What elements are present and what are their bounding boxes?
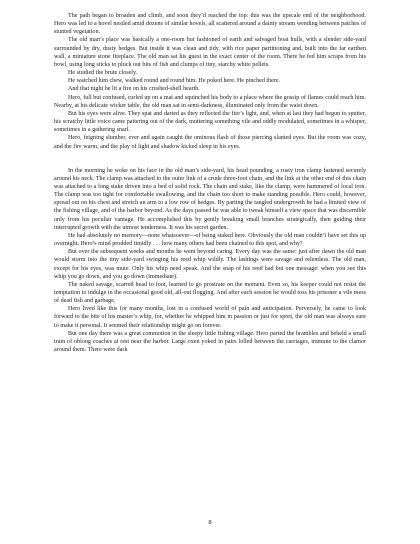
paragraph: The naked savage, scarred head to foot, learned to go prostrate on the moment. Even so, his keeper could not resist the temptation to indulge in the occasional good old, all-out flogging. And after each session he would toss his prisoner a vile mess of dead fish and garbage. [54, 281, 366, 305]
paragraph: He watched him chew, walked round and round him. He poked here. He pinched there. [68, 78, 281, 85]
paragraph: Hero lived like this for many months, lost in a confused world of pain and anticipation. Perversely, he came to look forward to the bite of his master’s whip, for, whether he whipped him in passion or just for sport, the old man was always sure to make it personal. It seemed their relationship might go on forever. [54, 306, 366, 329]
section-two [54, 167, 366, 355]
paragraph: The old man’s place was basically a one-room hut fashioned of earth and salvaged boat hulls, with a slender side-yard surrounded by dry, dusty hedges. But inside it was clean and tidy, with rice paper partitioning and, built into the far earthen wall, a miniature stone fireplace. The old man sat his guest in the exact center of the room. There he fed him scraps from his bowl, using long sticks to pluck out bits of fish and clumps of tiny, starchy white pellets. [54, 37, 366, 68]
paragraph: But one day there was a great commotion in the sleepy little fishing village. Hero parted the brambles and beheld a small train of oblong coaches at rest near the harbor. Large oxen yoked in pairs lolled between the carriages, immune to the clamor around them. There were dark [54, 330, 366, 354]
paragraph: But his eyes were alive. They spat and darted as they reflected the fire’s light, and, when at last they had begun to sputter, his scratchy little voice came pattering out of the dark, muttering something vile and oddly modulated, sometimes in a whisper, sometimes in a gathering snarl. [54, 110, 366, 134]
paragraph: He had absolutely no memory—none whatsoever—of being staked here. Obviously the old man couldn’t have set this up overnight. Hero’s mind prodded timidly . . . how many others had been chained to this spot, and why? [54, 232, 366, 248]
paragraph: In the morning he woke on his face in the old man’s side-yard, his head pounding, a rusty iron clamp fastened securely around his neck. The clamp was attached to the outer link of a crude three-foot chain, and the link at the other end of this chain was attached to a long stake driven into a bed of solid rock. The chain and stake, like the clamp, were hammered of local iron. The clamp was too tight for comfortable swallowing, and the chain too short to make standing possible. Hero could, however, spread out on his chest and stretch an arm to a low row of hedges. By parting the tangled undergrowth he had a limited view of the fishing village, and of the harbor beyond. As the days passed he was able to tweak himself a view space that was discernible only from his peculiar vantage. He accomplished this by gently breaking small branches strategically, then guiding their interrupted growth with the utmost tenderness. It was his secret garden. [54, 167, 366, 231]
paragraph: Hero, feigning slumber, ever and again caught the ominous flash of those piercing slanted eyes. But the room was cozy, and the fire warm, and the play of light and shadow kicked sleep in his eyes. [54, 135, 366, 150]
paragraph: The path began to broaden and climb, and soon they’d reached the top: this was the upscale end of the neighborhood. Hero was led to a hovel nestled amid dozens of similar hovels, all scattered around a dainty stream wending between patches of stunted vegetation. [54, 13, 366, 36]
paragraph: Hero, full but confused, curled up on a mat and squinched his body to a place where the gossip of flames could reach him. Nearby, at his delicate wicker table, the old man sat in semi-darkness, illuminated only from the waist down. [54, 94, 366, 109]
paragraph: And that night he lit a fire on his crushed-shell hearth. [68, 86, 200, 93]
page-number: 8 [208, 519, 212, 526]
paragraph: He studied the brute closely. [68, 70, 138, 77]
section-one [54, 12, 366, 151]
paragraph: But over the subsequent weeks and months he went beyond caring. Every day was the same: just after dawn the old man would storm into the tiny side-yard swinging his reed whip wildly. The lashings were savage and relentless. The old man, except for his eyes, was mute. Only his whip need speak. And the snap of his reed had but one message: when you see this whip you go down, and you go down (immediate). [54, 249, 366, 280]
section-break [54, 151, 366, 167]
